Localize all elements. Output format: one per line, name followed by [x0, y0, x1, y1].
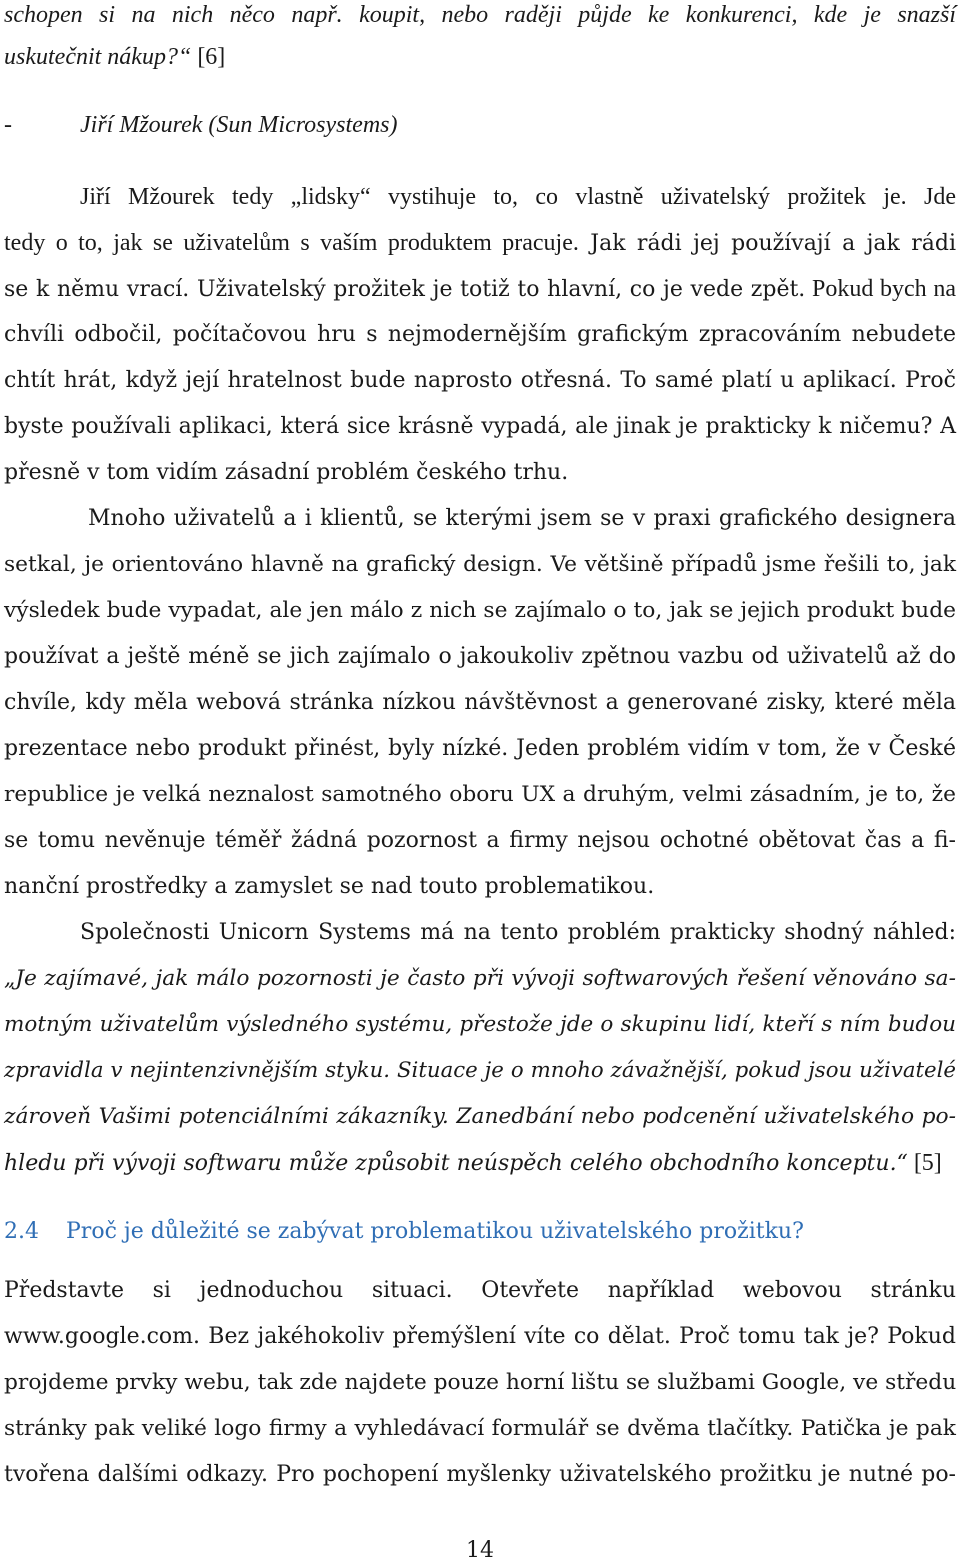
text-run: Jak rádi jej používají a jak rádi [578, 231, 956, 256]
text-run: se k němu vrací. Uživatelský prožitek je totiž to hlavní, co je vede zpět. [4, 277, 806, 302]
quote-text: uskutečnit nákup?“ [4, 44, 192, 70]
paragraph-line: nanční prostředky a zamyslet se nad touto problematikou. [4, 874, 655, 899]
text-run: tedy o to, jak se uživatelům s vaším produktem pracuje. [4, 230, 579, 256]
quote-attribution [4, 110, 956, 140]
paragraph-line: používat a ještě méně se jich zajímalo o jakoukoliv zpětnou vazbu od uživatelů až do [4, 644, 956, 669]
paragraph-line: chtít hrát, když její hratelnost bude naprosto otřesná. To samé platí u aplikací. Proč [4, 368, 956, 393]
section-title: Proč je důležité se zabývat problematikou uživatelského prožitku? [66, 1219, 804, 1244]
quote-line: „Je zajímavé, jak málo pozornosti je často při vývoji softwarových řešení věnováno sa- [4, 966, 956, 991]
paragraph-line: chvíli odbočil, počítačovou hru s nejmodernějším grafickým zpracováním nebudete [4, 322, 956, 347]
paragraph-line: prezentace nebo produkt přinést, byly nízké. Jeden problém vidím v tom, že v České [4, 736, 956, 761]
quote-line: schopen si na nich něco např. koupit, nebo raději půjde ke konkurenci, kde je snazší [4, 2, 956, 28]
paragraph-line: Představte si jednoduchou situaci. Otevřete například webovou stránku [4, 1278, 956, 1303]
attribution-name: Jiří Mžourek (Sun Microsystems) [80, 112, 398, 138]
paragraph-line: Mnoho uživatelů a i klientů, se kterými jsem se v praxi grafického designera [88, 506, 956, 531]
paragraph-line: chvíle, kdy měla webová stránka nízkou návštěvnost a generované zisky, které měla [4, 690, 956, 715]
paragraph-line [4, 274, 956, 305]
section-number: 2.4 [4, 1219, 39, 1244]
paragraph-line: Jiří Mžourek tedy „lidsky“ vystihuje to, co vlastně uživatelský prožitek je. Jde [80, 184, 956, 210]
quote-line [4, 42, 956, 72]
quote-line: zpravidla v nejintenzivnějším styku. Situace je o mnoho závažnější, pokud jsou uživatelé [4, 1058, 956, 1083]
page-number: 14 [466, 1538, 494, 1563]
quote-text: hledu při vývoji softwaru může způsobit neúspěch celého obchodního konceptu.“ [4, 1151, 908, 1176]
paragraph-line: Společnosti Unicorn Systems má na tento problém prakticky shodný náhled: [80, 920, 956, 945]
quote-line: motným uživatelům výsledného systému, přestože jde o skupinu lidí, kteří s ním budou [4, 1012, 956, 1037]
paragraph-line: projdeme prvky webu, tak zde najdete pouze horní lištu se službami Google, ve středu [4, 1370, 957, 1395]
paragraph-line: výsledek bude vypadat, ale jen málo z nich se zajímalo o to, jak se jejich produkt bude [4, 598, 956, 623]
quote-line: zároveň Vašimi potenciálními zákazníky. Zanedbání nebo podcenění uživatelského po- [4, 1104, 956, 1129]
citation-ref: [5] [907, 1150, 942, 1176]
paragraph-line: přesně v tom vidím zásadní problém českého trhu. [4, 460, 569, 485]
paragraph-line: stránky pak veliké logo firmy a vyhledávací formulář se dvěma tlačítky. Patička je pak [4, 1416, 956, 1441]
text-run: Pokud bych na [805, 276, 956, 302]
paragraph-line: www.google.com. Bez jakéhokoliv přemýšlení víte co dělat. Proč tomu tak je? Pokud [4, 1324, 956, 1349]
paragraph-line: setkal, je orientováno hlavně na grafický design. Ve většině případů jsme řešili to, jak [4, 552, 956, 577]
paragraph-line [4, 228, 956, 259]
paragraph-line: tvořena dalšími odkazy. Pro pochopení myšlenky uživatelského prožitku je nutné po- [4, 1462, 956, 1487]
section-heading [4, 1217, 804, 1247]
citation-ref: [6] [191, 44, 226, 70]
attribution-dash: - [4, 112, 12, 138]
paragraph-line: byste používali aplikaci, která sice krásně vypadá, ale jinak je prakticky k ničemu? A [4, 414, 956, 439]
quote-line [4, 1148, 956, 1179]
paragraph-line: republice je velká neznalost samotného oboru UX a druhým, velmi zásadním, je to, že [4, 782, 956, 807]
paragraph-line: se tomu nevěnuje téměř žádná pozornost a firmy nejsou ochotné obětovat čas a fi- [4, 828, 956, 853]
